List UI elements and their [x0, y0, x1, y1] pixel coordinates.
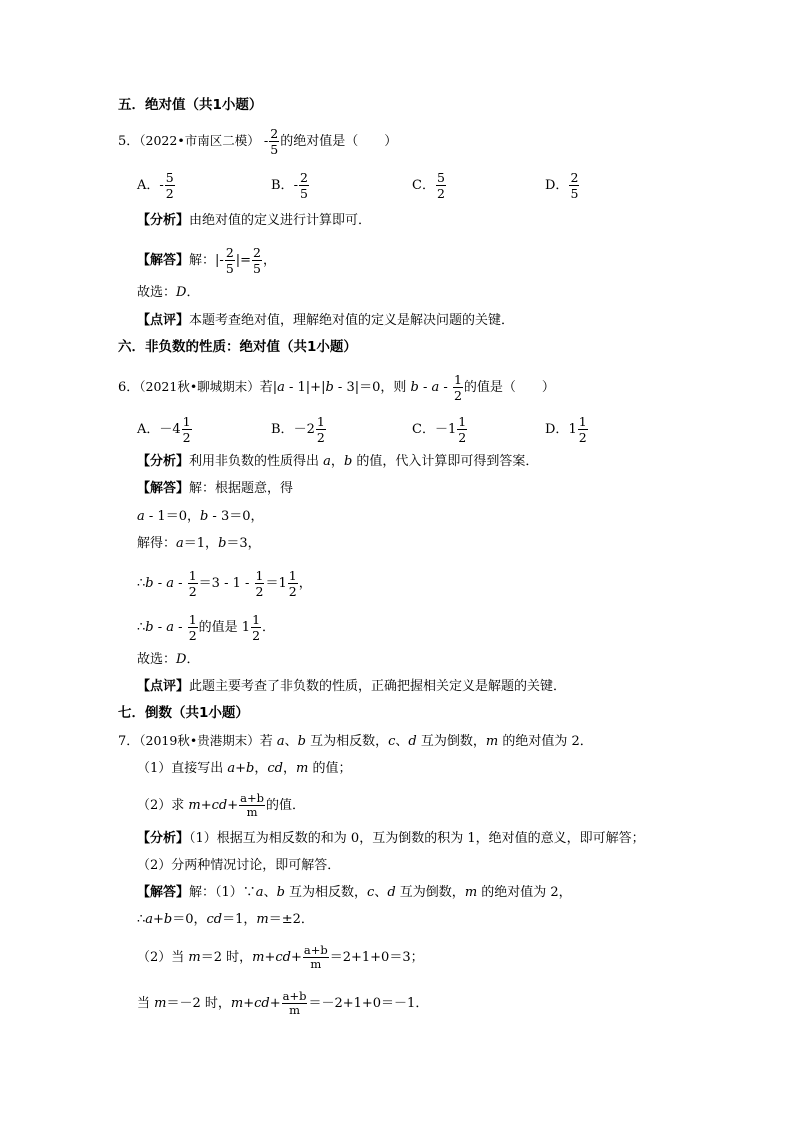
fraction-2-5: $\frac{2}{5}$: [270, 126, 279, 157]
fraction-1-2: $\frac{1}{2}$: [316, 414, 325, 445]
answer-6: 【解答】解：根据题意，得: [137, 481, 294, 496]
option-d: D．1 $\frac{1}{2}$: [545, 414, 587, 445]
question-5: [118, 126, 397, 157]
fraction-5-2: $\frac{5}{2}$: [436, 170, 445, 201]
option-a: A．－4 $\frac{1}{2}$: [137, 414, 191, 445]
question-7-part-1: （1）直接写出 a+b，cd，m 的值；: [137, 761, 352, 776]
question-source: （2022•市南区二模）: [139, 133, 260, 148]
section-5-header: 五．绝对值（共1小题）: [118, 97, 263, 113]
answer-7-line-2: ∴a+b＝0，cd＝1，m＝±2．: [137, 912, 314, 927]
question-number: 5．: [118, 134, 140, 149]
option-b: B．－2 $\frac{1}{2}$: [271, 414, 325, 445]
case-m-equals-2: （2）当 m＝2 时，m+cd+ $\frac{a+b}{m}$ ＝2+1+0＝3；: [137, 943, 424, 971]
fraction-a-plus-b-over-m: $\frac{a+b}{m}$: [240, 791, 264, 819]
option-c: C． $\frac{5}{2}$: [412, 170, 445, 201]
analysis-5: 【分析】由绝对值的定义进行计算即可．: [137, 213, 372, 228]
equation-line-1: a - 1＝0，b - 3＝0，: [137, 509, 264, 524]
analysis-7-line-2: （2）分两种情况讨论，即可解答．: [137, 858, 341, 873]
comment-6: 【点评】此题主要考查了非负数的性质，正确把握相关定义是解题的关键．: [137, 679, 567, 694]
choice-6: 故选：D．: [137, 652, 200, 667]
fraction-1-2: $\frac{1}{2}$: [458, 414, 467, 445]
fraction-2-5: $\frac{2}{5}$: [299, 170, 308, 201]
analysis-7: 【分析】（1）根据互为相反数的和为 0，互为倒数的积为 1，绝对值的意义，即可解答；: [137, 831, 645, 846]
answer-5: 【解答】解：|- $\frac{2}{5}$ |= $\frac{2}{5}$ ，: [137, 245, 277, 276]
fraction-1-2: $\frac{1}{2}$: [188, 612, 197, 643]
answer-7: 【解答】解：（1）∵a、b 互为相反数，c、d 互为倒数，m 的绝对值为 2，: [137, 885, 572, 900]
fraction-1-2: $\frac{1}{2}$: [255, 568, 264, 599]
option-c: C．－1 $\frac{1}{2}$: [412, 414, 467, 445]
option-a: A．- $\frac{5}{2}$: [137, 170, 174, 201]
fraction-1-2: $\frac{1}{2}$: [453, 372, 462, 403]
question-text: 的绝对值是（ ）: [280, 134, 398, 149]
fraction-2-5: $\frac{2}{5}$: [570, 170, 579, 201]
fraction-1-2: $\frac{1}{2}$: [578, 414, 587, 445]
calc-line-2: ∴b - a - $\frac{1}{2}$ 的值是 1 $\frac{1}{2}$ ．: [137, 612, 276, 643]
question-7: 7．（2019秋•贵港期末）若 a、b 互为相反数，c、d 互为倒数，m 的绝对值为 2．: [118, 733, 593, 749]
comment-5: 【点评】本题考查绝对值，理解绝对值的定义是解决问题的关键．: [137, 313, 515, 328]
analysis-6: 【分析】利用非负数的性质得出 a，b 的值，代入计算即可得到答案．: [137, 454, 539, 469]
fraction-5-2: $\frac{5}{2}$: [165, 170, 174, 201]
solution-line: 解得：a＝1，b＝3，: [137, 536, 261, 551]
option-d: D． $\frac{2}{5}$: [545, 170, 579, 201]
calc-line-1: ∴b - a - $\frac{1}{2}$ ＝3 - 1 - $\frac{1}{2}$ ＝1 $\frac{1}{2}$ ，: [137, 568, 312, 599]
question-6: 6．（2021秋•聊城期末）若|a - 1|+|b - 3|＝0，则 b - a - $\frac{1}{2}$ 的值是（ ）: [118, 372, 555, 403]
question-7-part-2: （2）求 m+cd+ $\frac{a+b}{m}$ 的值．: [137, 791, 305, 819]
fraction-2-5: $\frac{2}{5}$: [225, 245, 234, 276]
fraction-1-2: $\frac{1}{2}$: [288, 568, 297, 599]
fraction-2-5: $\frac{2}{5}$: [253, 245, 261, 276]
section-6-header: 六．非负数的性质：绝对值（共1小题）: [118, 339, 357, 355]
neg-sign: -: [263, 134, 269, 149]
fraction-1-2: $\frac{1}{2}$: [252, 612, 261, 643]
choice-5: 故选：D．: [137, 285, 200, 300]
section-7-header: 七．倒数（共1小题）: [118, 705, 249, 721]
fraction-a-plus-b-over-m: $\frac{a+b}{m}$: [303, 943, 328, 971]
fraction-1-2: $\frac{1}{2}$: [182, 414, 191, 445]
option-b: B．- $\frac{2}{5}$: [271, 170, 308, 201]
fraction-a-plus-b-over-m: $\frac{a+b}{m}$: [282, 989, 307, 1017]
case-m-equals-neg-2: 当 m＝－2 时，m+cd+ $\frac{a+b}{m}$ ＝－2+1+0＝－1．: [137, 989, 429, 1017]
fraction-1-2: $\frac{1}{2}$: [188, 568, 197, 599]
